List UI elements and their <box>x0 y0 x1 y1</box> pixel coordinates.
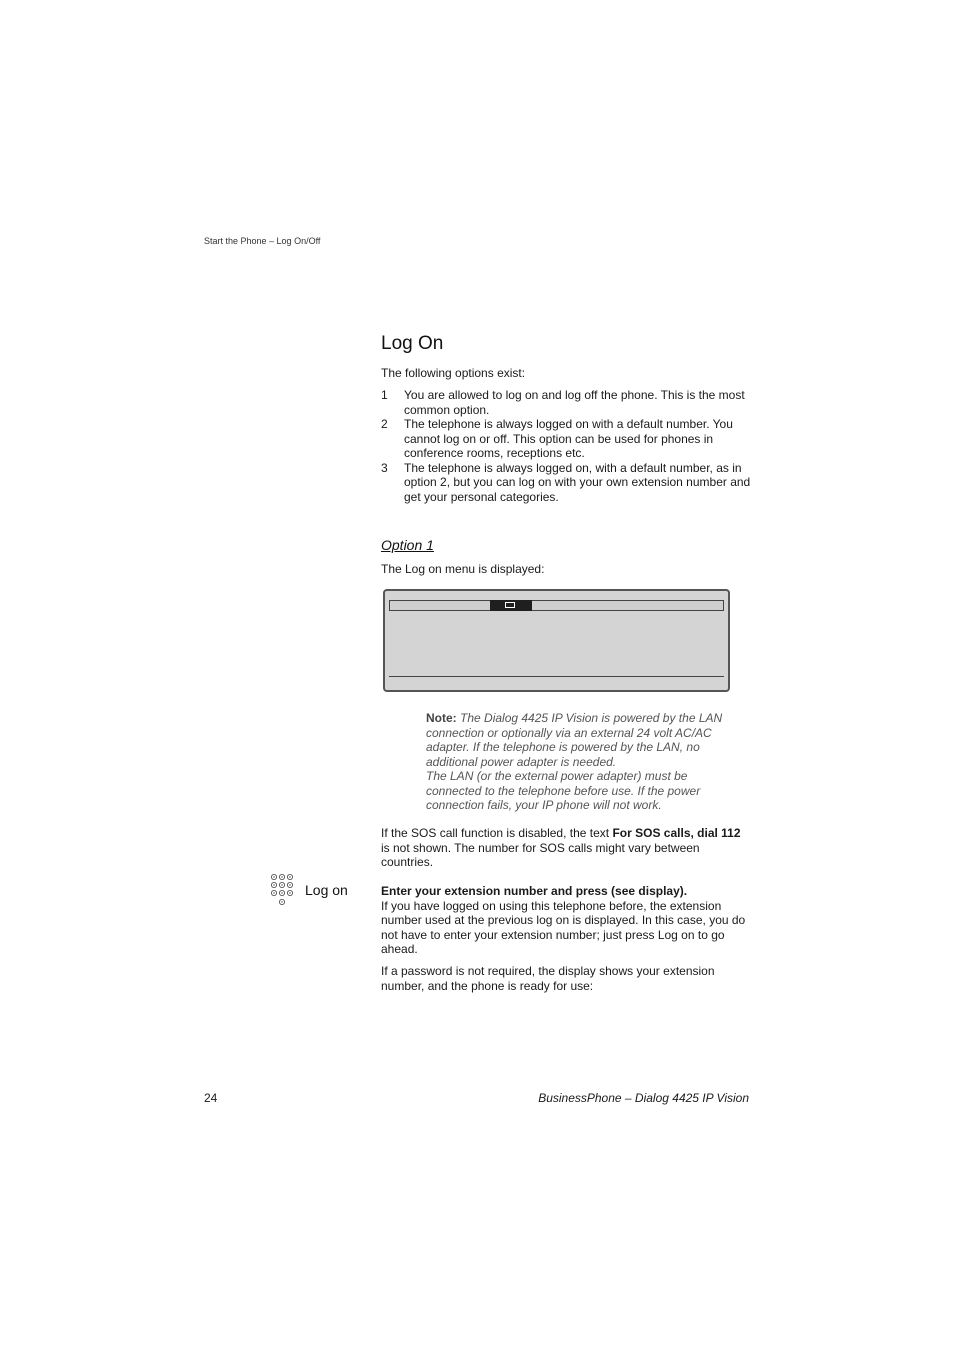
instruction-detail: If you have logged on using this telephone before, the extension number used at the previous log on is displayed. In this case, you do not have to enter your extension number; just press Log on to go ahead. <box>381 898 746 956</box>
mail-icon <box>505 602 515 608</box>
list-item <box>381 461 751 505</box>
note-text-1: The Dialog 4425 IP Vision is powered by the LAN connection or optionally via an external 24 volt AC/AC adapter. If the telephone is powered by the LAN, no additional power adapter is needed. <box>426 711 723 769</box>
list-item-number: 2 <box>381 417 388 431</box>
list-item <box>381 417 751 461</box>
section-title: Log On <box>381 333 444 354</box>
intro-text: The following options exist: <box>381 366 526 380</box>
keypad-icon <box>270 873 294 907</box>
display-status-bar <box>389 600 724 611</box>
list-item-text: The telephone is always logged on with a default number. You cannot log on or off. This option can be used for phones in conference rooms, receptions etc. <box>404 417 733 460</box>
note-block <box>426 711 746 813</box>
running-head: Start the Phone – Log On/Off <box>204 236 321 246</box>
status-indicator <box>490 600 532 611</box>
password-note: If a password is not required, the display shows your extension number, and the phone is ready for use: <box>381 964 715 993</box>
note-label: Note: <box>426 711 457 725</box>
list-item-text: You are allowed to log on and log off the phone. This is the most common option. <box>404 388 745 417</box>
list-item-number: 3 <box>381 460 388 475</box>
footer-doc-title: BusinessPhone – Dialog 4425 IP Vision <box>538 1091 749 1105</box>
list-item <box>381 388 751 417</box>
sos-paragraph <box>381 826 751 870</box>
log-on-menu-text: The Log on menu is displayed: <box>381 562 545 576</box>
sos-text-before: If the SOS call function is disabled, the text <box>381 826 613 840</box>
sos-text-bold: For SOS calls, dial 112 <box>612 826 741 840</box>
page-number: 24 <box>204 1091 218 1105</box>
phone-display <box>383 589 730 692</box>
instruction-heading: Enter your extension number and press (see display). <box>381 884 688 898</box>
note-text-2: The LAN (or the external power adapter) must be connected to the telephone before use. If the power connection fails, your IP phone will not work. <box>426 769 701 812</box>
option1-heading: Option 1 <box>381 537 434 553</box>
sos-text-after: is not shown. The number for SOS calls might vary between countries. <box>381 840 700 869</box>
list-item-text: The telephone is always logged on, with a default number, as in option 2, but you can log on with your own extension number and get your personal categories. <box>404 460 751 504</box>
softkey-divider <box>389 676 724 677</box>
log-on-label: Log on <box>305 882 348 898</box>
options-list <box>381 388 751 504</box>
list-item-number: 1 <box>381 388 388 402</box>
instruction-block <box>381 884 749 957</box>
